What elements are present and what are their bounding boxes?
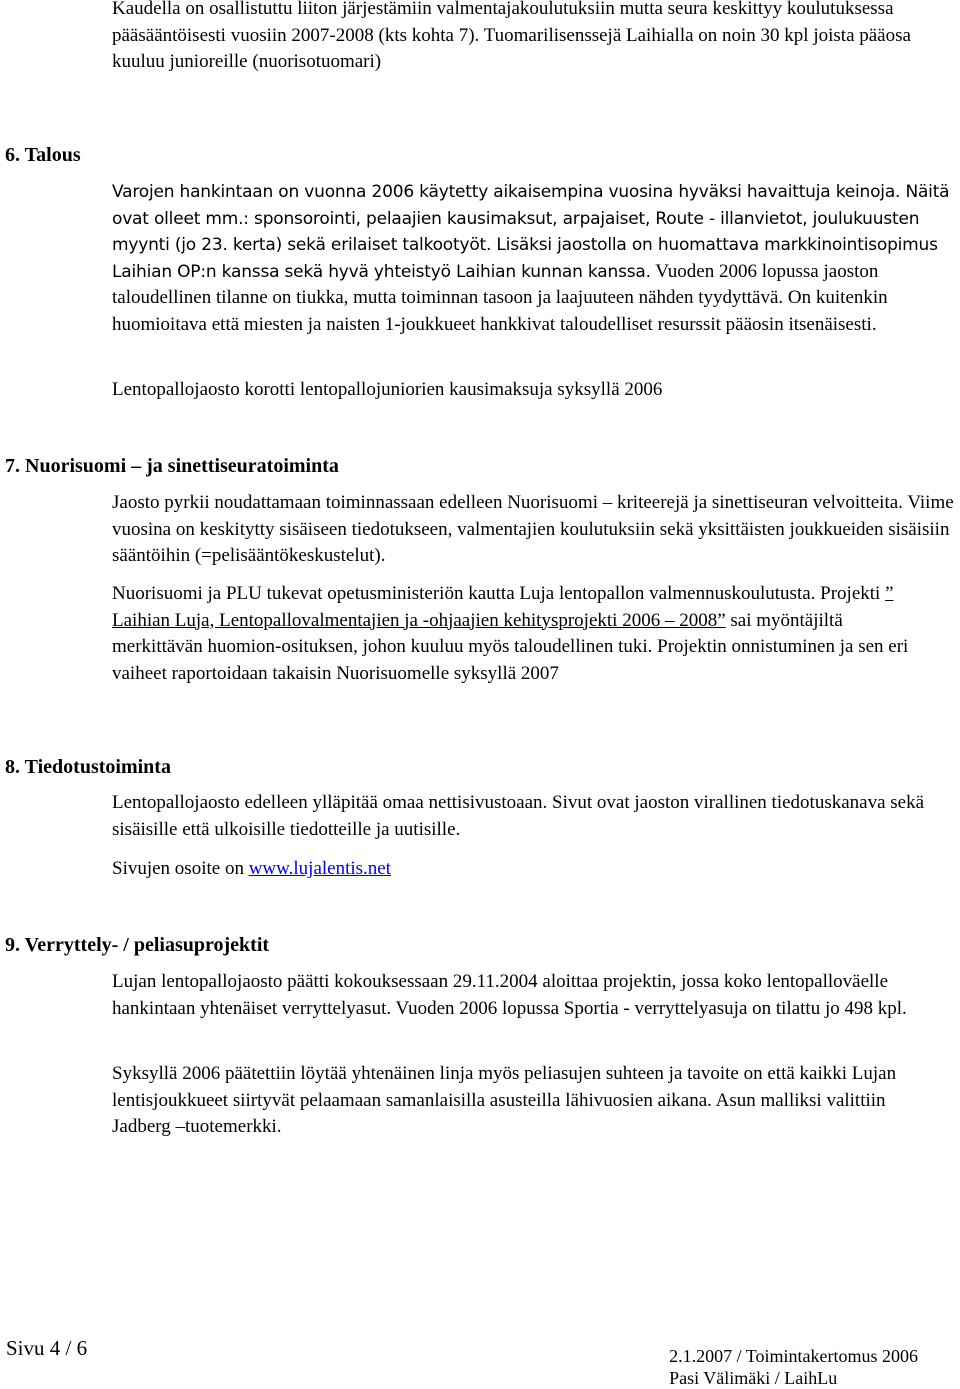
section-9-heading <box>5 932 269 958</box>
address-label: Sivujen osoite on <box>112 858 249 879</box>
section-8-address <box>112 856 932 883</box>
section-7-number: 7. <box>5 455 20 477</box>
section-8-heading <box>5 754 171 780</box>
project-name-underlined: ” Laihian Luja, Lentopallovalmentajien ja -ohjaajien kehitysprojekti 2006 – 2008” <box>112 583 894 631</box>
section-6-paragraph-2: Lentopallojaosto korotti lentopallojuniorien kausimaksuja syksyllä 2006 <box>112 379 663 400</box>
section-9-paragraph-2: Syksyllä 2006 päätettiin löytää yhtenäinen linja myös peliasujen suhteen ja tavoite on että kaikki Lujan lentisjoukkueet siirtyvät pelaamaan samanlaisilla asusteilla lähivuosien aikana. Asun malliksi valittiin Jadberg –tuotemerkki. <box>112 1063 897 1137</box>
section-6-paragraph-1-part-1: Varojen hankintaan on vuonna 2006 käytetty aikaisempina vuosina hyväksi havaittuja keinoja. Näitä ovat olleet mm.: sponsorointi, pelaajien kausimaksut, arpajaiset, Route - illanvietot, joulukuusten myynti (jo 23. kerta) sekä erilaiset talkootyöt. Lisäksi jaostolla on huomattava markkinointisopimus Laihian OP:n kanssa sekä hyvä yhteistyö Laihian kunnan kanssa. <box>112 182 950 282</box>
section-7-paragraph-2-before: Nuorisuomi ja PLU tukevat opetusministeriön kautta Luja lentopallon valmennuskoulutusta. Projekti <box>112 583 886 604</box>
section-6-number: 6. <box>5 144 20 166</box>
footer-date-title: 2.1.2007 / Toimintakertomus 2006 <box>669 1346 918 1366</box>
intro-paragraph: Kaudella on osallistuttu liiton järjestämiin valmentajakoulutuksiin mutta seura keskittyy koulutuksessa pääsääntöisesti vuosiin 2007-2008 (kts kohta 7). Tuomarilisenssejä Laihialla on noin 30 kpl joista pääosa kuuluu junioreille (nuorisotuomari) <box>112 0 911 72</box>
footer-info <box>669 1345 918 1389</box>
section-8-title: Tiedotustoiminta <box>24 756 171 778</box>
section-9-title: Verryttely- / peliasuprojektit <box>24 934 270 956</box>
section-9-paragraph-1: Lujan lentopallojaosto päätti kokouksessaan 29.11.2004 aloittaa projektin, jossa koko lentopalloväelle hankintaan yhtenäiset verryttelyasut. Vuoden 2006 lopussa Sportia - verryttelyasuja on tilattu jo 498 kpl. <box>112 971 907 1019</box>
website-link[interactable]: www.lujalentis.net <box>248 858 391 879</box>
section-9-number: 9. <box>5 934 20 956</box>
section-8-paragraph-1: Lentopallojaosto edelleen ylläpitää omaa nettisivustoaan. Sivut ovat jaoston virallinen tiedotuskanava sekä sisäisille että ulkoisille tiedotteille ja uutisille. <box>112 792 925 840</box>
section-7-heading <box>5 453 339 479</box>
footer-author: Pasi Välimäki / LaihLu <box>669 1368 838 1388</box>
section-6-paragraph-1 <box>112 179 960 338</box>
section-7-paragraph-2-after: sai myöntäjiltä merkittävän huomion-osituksen, johon kuuluu myös taloudellinen tuki. Projektin onnistuminen ja sen eri vaiheet raportoidaan takaisin Nuorisuomelle syksyllä 2007 <box>112 609 909 684</box>
section-6-title: Talous <box>24 144 81 166</box>
section-6-heading <box>5 142 81 168</box>
section-8-number: 8. <box>5 756 20 778</box>
section-6-paragraph-1-part-2: Vuoden 2006 lopussa jaoston taloudellinen tilanne on tiukka, mutta toiminnan tasoon ja laajuuteen nähden tyydyttävä. On kuitenkin huomioitava että miesten ja naisten 1-joukkueet hankkivat taloudelliset resurssit pääosin itsenäisesti. <box>112 260 888 335</box>
footer-page-number: Sivu 4 / 6 <box>6 1336 88 1360</box>
section-7-paragraph-2 <box>112 581 912 687</box>
section-7-title: Nuorisuomi – ja sinettiseuratoiminta <box>25 455 339 477</box>
section-7-paragraph-1: Jaosto pyrkii noudattamaan toiminnassaan edelleen Nuorisuomi – kriteerejä ja sinettiseuran velvoitteita. Viime vuosina on keskitytty sisäiseen tiedotukseen, valmentajien koulutuksiin sekä yksittäisten joukkueiden sisäisiin sääntöihin (=pelisääntökeskustelut). <box>112 492 954 566</box>
